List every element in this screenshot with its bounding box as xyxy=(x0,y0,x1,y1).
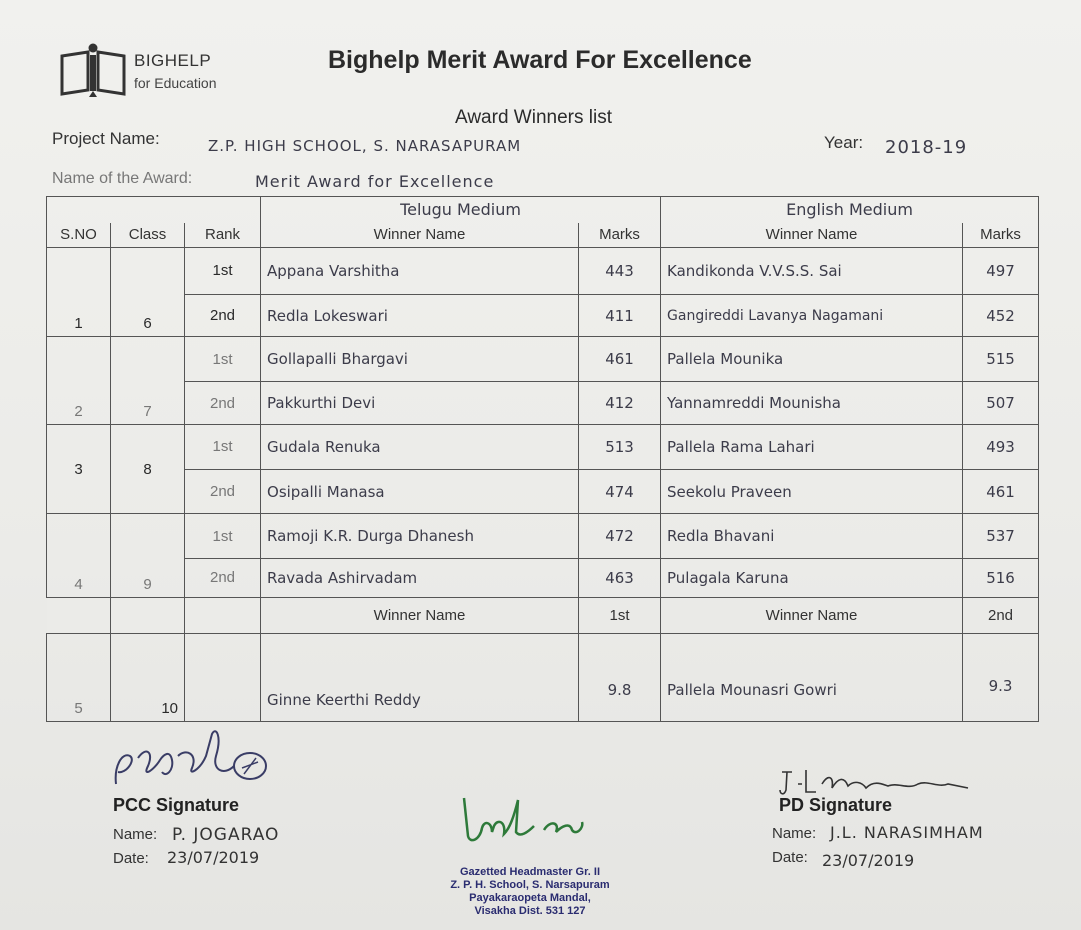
stamp-line: Visakha Dist. 531 127 xyxy=(474,905,586,917)
class10-first-gpa-cell: 9.8 xyxy=(579,634,661,722)
table-row xyxy=(47,247,1039,294)
year-label: Year: xyxy=(824,133,864,152)
rank-cell: 2nd xyxy=(185,294,261,337)
award-name-value: Merit Award for Excellence xyxy=(255,172,495,191)
pd-date-label: Date: xyxy=(772,849,808,866)
telugu-marks-cell: 513 xyxy=(579,424,661,469)
rank-cell: 2nd xyxy=(185,469,261,514)
table-row xyxy=(47,469,1039,514)
stamp-line: Z. P. H. School, S. Narsapuram xyxy=(450,879,610,891)
school-stamp xyxy=(430,866,630,918)
english-winner-cell: Pallela Mounika xyxy=(661,337,963,382)
table-row xyxy=(47,514,1039,559)
telugu-winner-cell: Pakkurthi Devi xyxy=(261,382,579,425)
english-marks-cell: 515 xyxy=(963,337,1039,382)
sno-cell: 4 xyxy=(47,514,111,597)
table-row xyxy=(47,424,1039,469)
english-winner-cell: Redla Bhavani xyxy=(661,514,963,559)
english-marks-cell: 507 xyxy=(963,382,1039,425)
table-row xyxy=(47,634,1039,722)
sno-cell: 2 xyxy=(47,337,111,424)
document-subtitle: Award Winners list xyxy=(455,107,612,128)
stamp-line: Gazetted Headmaster Gr. II xyxy=(460,866,600,878)
telugu-winner-cell: Ramoji K.R. Durga Dhanesh xyxy=(261,514,579,559)
col-sno-header: S.NO xyxy=(47,223,111,247)
rank-cell: 1st xyxy=(185,247,261,294)
telugu-marks-cell: 412 xyxy=(579,382,661,425)
award-winners-table xyxy=(46,196,1039,722)
english-medium-heading: English Medium xyxy=(661,197,1039,223)
telugu-winner-cell: Ravada Ashirvadam xyxy=(261,559,579,598)
class10-second-header: 2nd xyxy=(963,597,1039,634)
table-row xyxy=(47,294,1039,337)
brand-tagline: for Education xyxy=(134,75,217,91)
sno-cell: 3 xyxy=(47,424,111,514)
class10-winner-header: Winner Name xyxy=(261,597,579,634)
telugu-medium-heading: Telugu Medium xyxy=(261,197,661,223)
rank-cell: 2nd xyxy=(185,559,261,598)
telugu-winner-cell: Redla Lokeswari xyxy=(261,294,579,337)
english-winner-cell: Seekolu Praveen xyxy=(661,469,963,514)
rank-cell: 2nd xyxy=(185,382,261,425)
pcc-name-value: P. JOGARAO xyxy=(172,825,280,845)
rank-cell: 1st xyxy=(185,514,261,559)
class-cell: 10 xyxy=(111,634,185,722)
class10-second-gpa-cell: 9.3 xyxy=(963,634,1039,722)
telugu-marks-cell: 474 xyxy=(579,469,661,514)
class-cell: 6 xyxy=(111,247,185,337)
bighelp-logo-icon xyxy=(58,42,128,98)
telugu-winner-cell: Gollapalli Bhargavi xyxy=(261,337,579,382)
sno-cell: 5 xyxy=(47,634,111,722)
col-english-winner-header: Winner Name xyxy=(661,223,963,247)
class10-first-winner-cell: Ginne Keerthi Reddy xyxy=(261,634,579,722)
table-row xyxy=(47,382,1039,425)
telugu-winner-cell: Osipalli Manasa xyxy=(261,469,579,514)
sno-cell: 1 xyxy=(47,247,111,337)
telugu-marks-cell: 411 xyxy=(579,294,661,337)
class-cell: 9 xyxy=(111,514,185,597)
english-winner-cell: Yannamreddi Mounisha xyxy=(661,382,963,425)
class10-second-winner-cell: Pallela Mounasri Gowri xyxy=(661,634,963,722)
class-cell: 7 xyxy=(111,337,185,424)
col-english-marks-header: Marks xyxy=(963,223,1039,247)
pd-date-value: 23/07/2019 xyxy=(822,851,915,870)
telugu-marks-cell: 463 xyxy=(579,559,661,598)
col-telugu-winner-header: Winner Name xyxy=(261,223,579,247)
pd-signature-title: PD Signature xyxy=(779,795,893,815)
year-value: 2018-19 xyxy=(885,137,968,158)
english-winner-cell: Kandikonda V.V.S.S. Sai xyxy=(661,247,963,294)
english-marks-cell: 461 xyxy=(963,469,1039,514)
english-marks-cell: 493 xyxy=(963,424,1039,469)
pcc-date-value: 23/07/2019 xyxy=(167,848,260,867)
col-rank-header: Rank xyxy=(185,223,261,247)
pcc-date-label: Date: xyxy=(113,850,149,867)
class10-winner-header-2: Winner Name xyxy=(661,597,963,634)
stamp-line: Payakaraopeta Mandal, xyxy=(469,892,591,904)
english-winner-cell: Pallela Rama Lahari xyxy=(661,424,963,469)
telugu-winner-cell: Appana Varshitha xyxy=(261,247,579,294)
pcc-signature-title: PCC Signature xyxy=(113,795,240,815)
project-name-value: Z.P. HIGH SCHOOL, S. NARASAPURAM xyxy=(208,137,522,155)
pcc-name-label: Name: xyxy=(113,826,158,843)
pcc-signature-scribble-icon xyxy=(108,726,278,796)
telugu-marks-cell: 472 xyxy=(579,514,661,559)
col-telugu-marks-header: Marks xyxy=(579,223,661,247)
english-marks-cell: 452 xyxy=(963,294,1039,337)
class-cell: 8 xyxy=(111,424,185,514)
class10-first-header: 1st xyxy=(579,597,661,634)
english-marks-cell: 537 xyxy=(963,514,1039,559)
table-row xyxy=(47,559,1039,598)
telugu-marks-cell: 461 xyxy=(579,337,661,382)
award-name-label: Name of the Award: xyxy=(52,170,193,187)
rank-cell: 1st xyxy=(185,424,261,469)
pd-name-label: Name: xyxy=(772,825,817,842)
pd-name-value: J.L. NARASIMHAM xyxy=(830,823,984,842)
document-title: Bighelp Merit Award For Excellence xyxy=(328,46,752,74)
english-marks-cell: 497 xyxy=(963,247,1039,294)
brand-name: BIGHELP xyxy=(134,51,212,70)
project-name-label: Project Name: xyxy=(52,129,160,148)
english-marks-cell: 516 xyxy=(963,559,1039,598)
english-winner-cell: Pulagala Karuna xyxy=(661,559,963,598)
col-class-header: Class xyxy=(111,223,185,247)
rank-cell: 1st xyxy=(185,337,261,382)
telugu-marks-cell: 443 xyxy=(579,247,661,294)
headmaster-signature-icon xyxy=(458,792,598,852)
table-row xyxy=(47,337,1039,382)
english-winner-cell: Gangireddi Lavanya Nagamani xyxy=(661,294,963,337)
telugu-winner-cell: Gudala Renuka xyxy=(261,424,579,469)
